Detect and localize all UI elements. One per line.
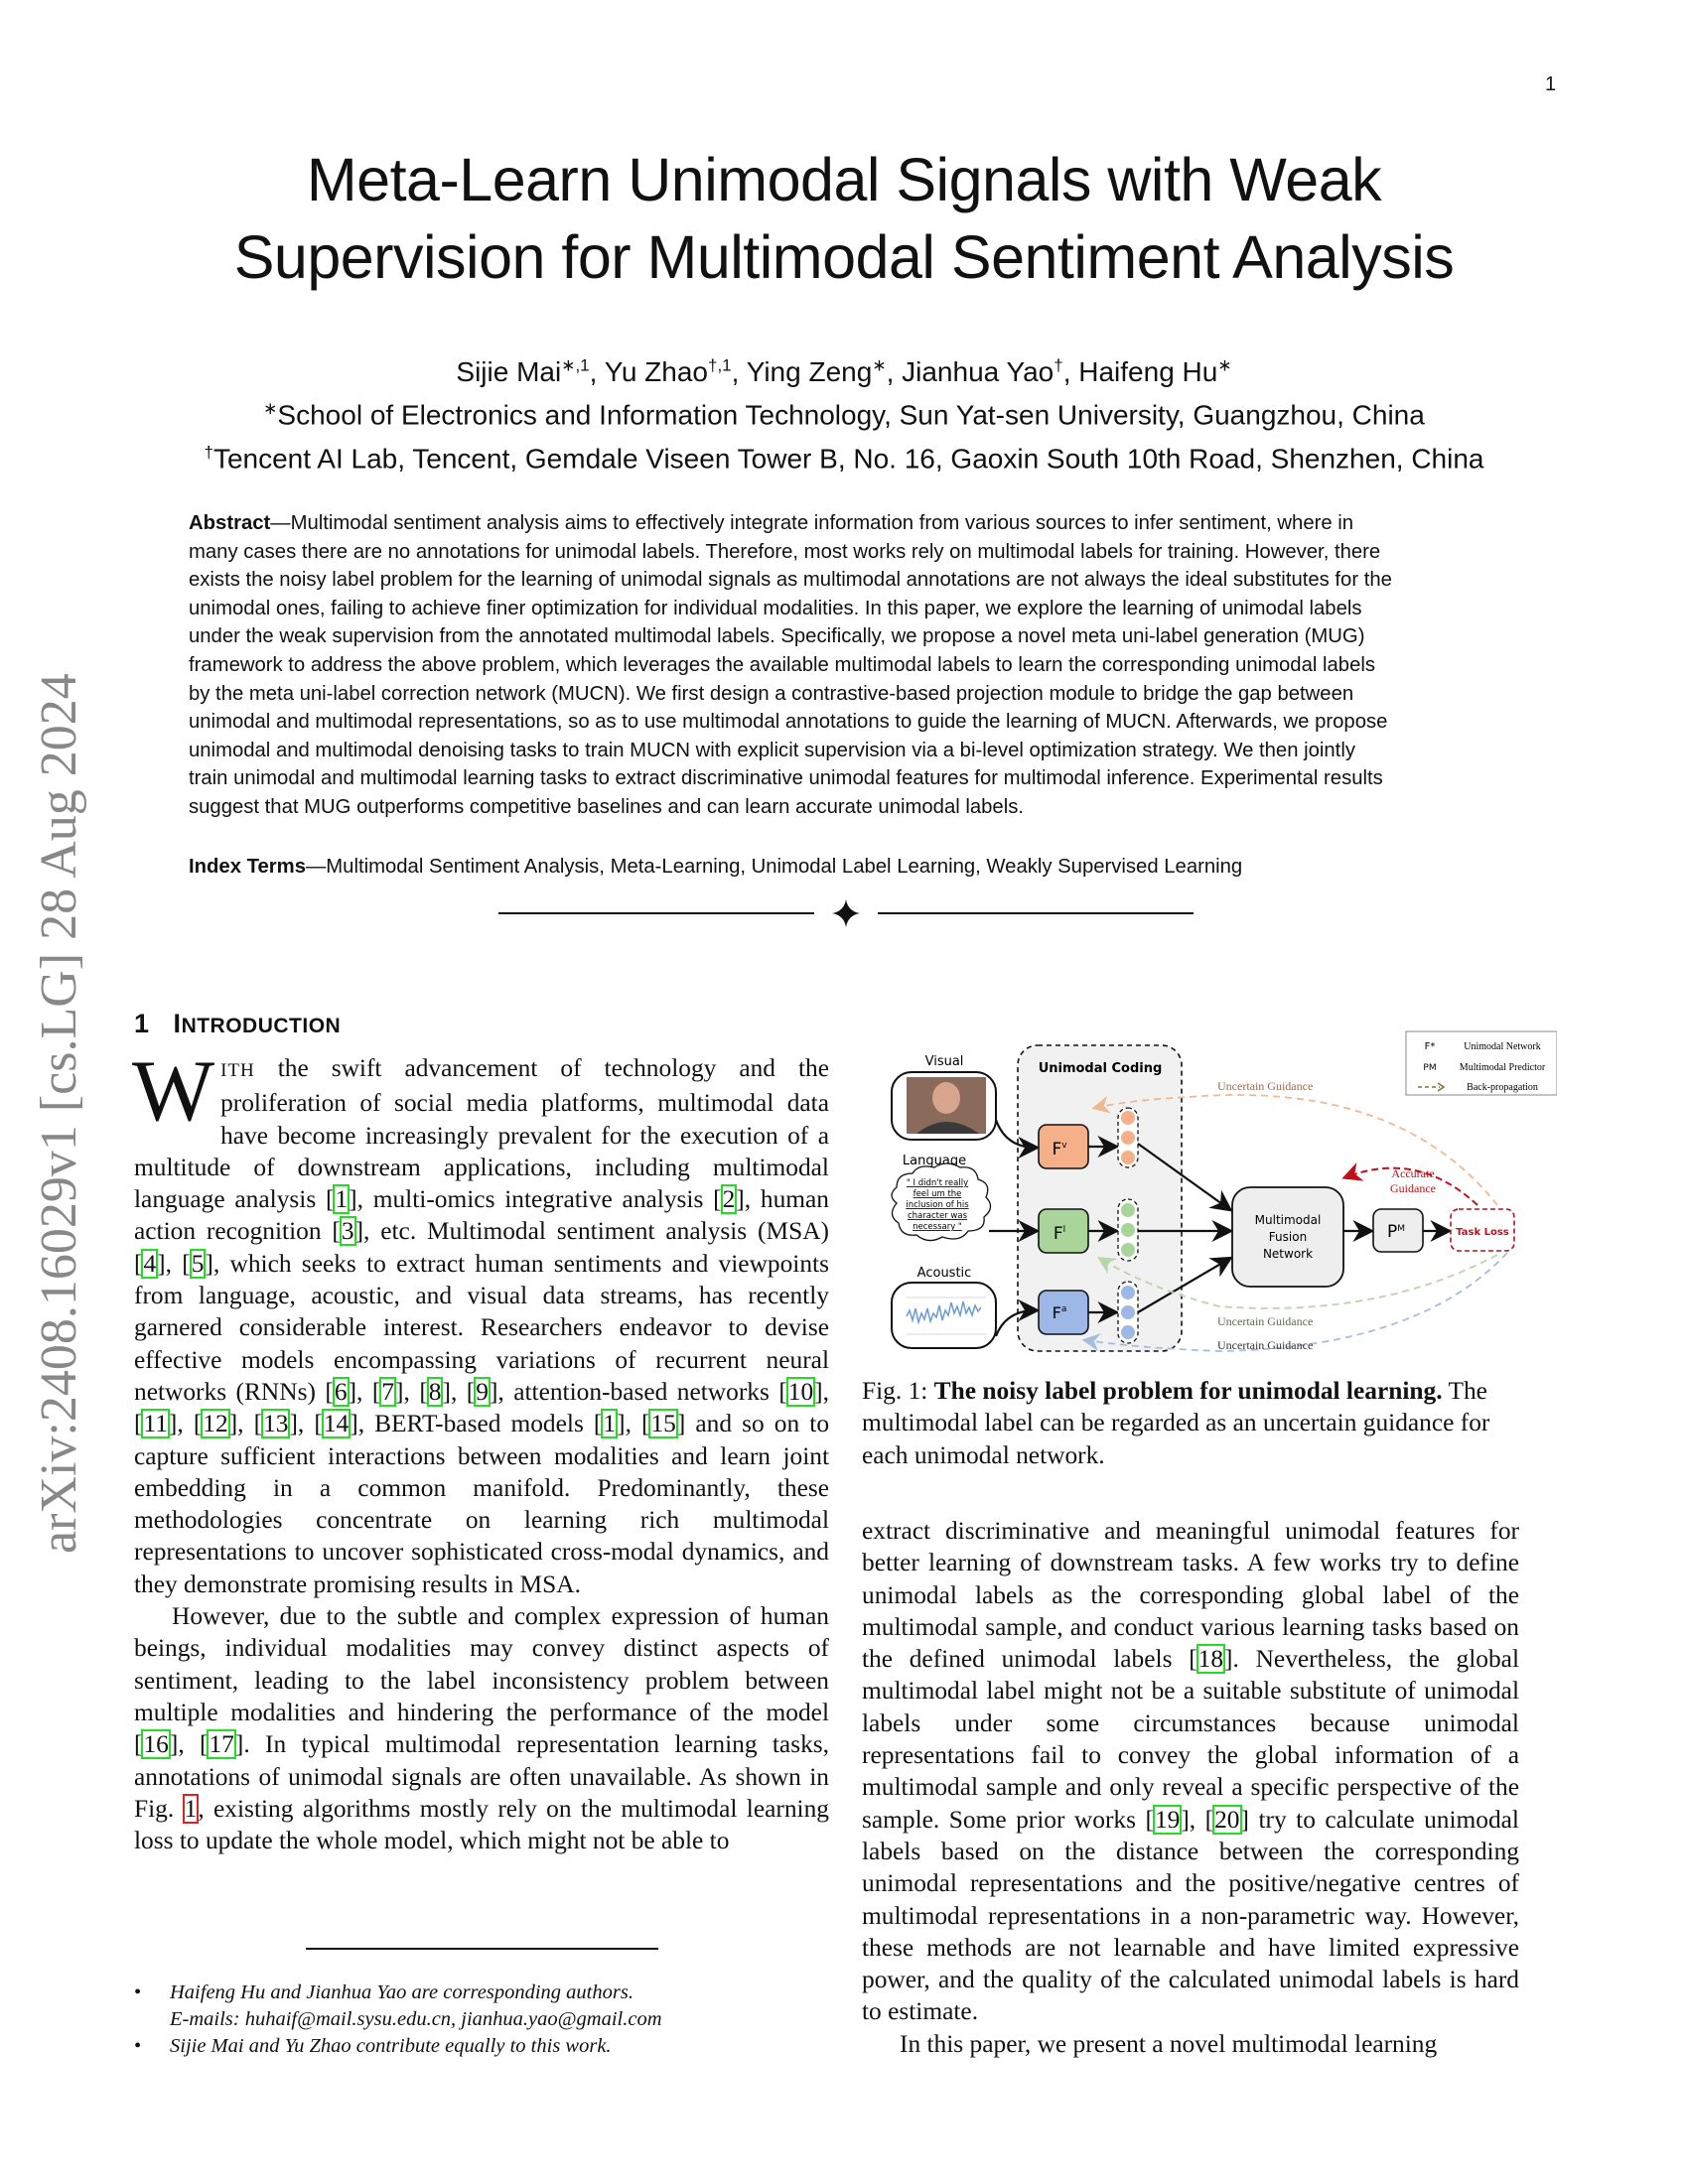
page-number: 1 — [1545, 73, 1557, 95]
section-divider — [498, 898, 1194, 928]
figure-legend — [1406, 1031, 1557, 1095]
footnote: • Sijie Mai and Yu Zhao contribute equally to this work. — [134, 2035, 612, 2057]
figure-1-diagram — [862, 1021, 1557, 1353]
citation-link[interactable]: 10 — [787, 1377, 814, 1406]
figure-1 — [862, 1021, 1557, 1353]
citation-link[interactable]: 8 — [428, 1377, 442, 1406]
svg-text:" I didn't really: " I didn't really — [906, 1178, 969, 1188]
citation-link[interactable]: 6 — [334, 1377, 348, 1406]
citation-link[interactable]: 4 — [143, 1249, 157, 1278]
svg-text:Uncertain Guidance: Uncertain Guidance — [1217, 1314, 1314, 1328]
affiliation: ∗School of Electronics and Information Technology, Sun Yat-sen University, Guangzhou, China — [263, 399, 1425, 431]
svg-text:Guidance: Guidance — [1390, 1181, 1436, 1195]
citation-link[interactable]: 17 — [209, 1730, 234, 1759]
svg-text:Multimodal: Multimodal — [1254, 1213, 1322, 1227]
task-loss-label: Task Loss — [1456, 1227, 1509, 1238]
svg-text:Accurate: Accurate — [1391, 1166, 1435, 1180]
footnotes — [134, 1979, 829, 2060]
index-terms-label: Index Terms — [189, 856, 306, 878]
svg-text:PM: PM — [1423, 1063, 1437, 1073]
svg-text:Visual: Visual — [924, 1054, 964, 1069]
citation-link[interactable]: 20 — [1214, 1805, 1240, 1834]
citation-link[interactable]: 14 — [323, 1410, 350, 1438]
intro-paragraph-2: However, due to the subtle and complex expression of human beings, individual modalities may convey distinct aspects of sentiment, leading to the label inconsistency problem between multiple modalities and hindering the performance of the model [16], [17]. In typical multimodal representation learning tasks, annotations of unimodal signals are often unavailable. As shown in Fig. 1, existing algorithms mostly rely on the multimodal learning loss to update the whole model, which might not be able to — [134, 1602, 829, 1855]
title-line-2: Supervision for Multimodal Sentiment Analysis — [233, 223, 1455, 291]
affiliation: †Tencent AI Lab, Tencent, Gemdale Viseen Tower B, No. 16, Gaoxin South 10th Road, Shenzhen, China — [204, 442, 1484, 474]
author: Ying Zeng∗ — [746, 356, 887, 388]
svg-text:Fusion: Fusion — [1268, 1230, 1308, 1244]
author: Sijie Mai$^{∗,1}$ — [456, 356, 590, 388]
citation-link[interactable]: 18 — [1197, 1645, 1224, 1674]
citation-link[interactable]: 19 — [1154, 1805, 1181, 1834]
paper-title — [0, 141, 1688, 296]
abstract-label: Abstract — [189, 512, 271, 534]
intro-paragraph-1: WITH the swift advancement of technology and the proliferation of social media platforms, multimodal data have become increasingly prevalent for the execution of a multitude of downstream applications, including multimodal language analysis [1], multi-omics integrative analysis [2], human action recognition [3], etc. Multimodal sentiment analysis (MSA) [4], [5], which seeks to extract human sentiments and viewpoints from language, acoustic, and visual data streams, has recently garnered considerable interest. Researchers endeavor to devise effective models encompassing variations of recurrent neural networks (RNNs) [6], [7], [8], [9], attention-based networks [10], [11], [12], [13], [14], BERT-based models [1], [15] and so on to capture sufficient interactions between modalities and learn joint embedding in a common manifold. Predominantly, these methodologies concentrate on learning rich multimodal representations to uncover sophisticated cross-modal dynamics, and they demonstrate promising results in MSA. — [132, 1043, 830, 1598]
intro-paragraph-3: extract discriminative and meaningful unimodal features for better learning of downstream tasks. A few works try to define unimodal labels as the corresponding global label of the multimodal sample, and conduct various learning tasks based on the defined unimodal labels [18]. Nevertheless, the global multimodal label might not be a suitable substitute of unimodal labels under some circumstances because unimodal representations fail to convey the global information of a multimodal sample and only reveal a specific perspective of the sample. Some prior works [19], [20] try to calculate unimodal labels based on the distance between the corresponding unimodal representations and the positive/negative centres of multimodal representations in a non-parametric way. However, these methods are not learnable and have limited expressive power, and the quality of the calculated unimodal labels is hard to estimate. — [862, 1517, 1519, 2026]
svg-text:character was: character was — [908, 1211, 967, 1221]
dropcap: W — [132, 1043, 215, 1140]
citation-link[interactable]: 1 — [335, 1185, 349, 1214]
figure-reference-link[interactable]: 1 — [184, 1794, 198, 1823]
author: Haifeng Hu∗ — [1078, 356, 1232, 388]
svg-text:Acoustic: Acoustic — [916, 1266, 972, 1281]
citation-link[interactable]: 1 — [603, 1410, 617, 1438]
author-block — [0, 347, 1688, 477]
svg-text:feel um the: feel um the — [913, 1189, 962, 1199]
citation-link[interactable]: 13 — [263, 1410, 289, 1438]
svg-text:Uncertain Guidance: Uncertain Guidance — [1217, 1338, 1314, 1352]
citation-link[interactable]: 7 — [381, 1377, 395, 1406]
svg-text:Back-propagation: Back-propagation — [1467, 1082, 1538, 1093]
index-terms: Index Terms—Multimodal Sentiment Analysis, Meta-Learning, Unimodal Label Learning, Weakly Supervised Learning — [189, 856, 1243, 878]
citation-link[interactable]: 3 — [341, 1217, 354, 1246]
arxiv-stamp[interactable]: arXiv:2408.16029v1 [cs.LG] 28 Aug 2024 — [31, 673, 87, 1554]
right-column-body — [862, 1515, 1519, 2060]
citation-link[interactable]: 11 — [143, 1410, 168, 1438]
author-list: Sijie Mai$^{∗,1}$, Yu Zhao$^{\dagger,1}$, Ying Zeng∗, Jianhua Yao†, Haifeng Hu∗ — [456, 356, 1232, 388]
svg-text:Multimodal Predictor: Multimodal Predictor — [1459, 1062, 1546, 1073]
citation-link[interactable]: 12 — [203, 1410, 228, 1438]
svg-text:inclusion of his: inclusion of his — [906, 1200, 969, 1210]
abstract: Abstract—Multimodal sentiment analysis aims to effectively integrate information from various sources to infer sentiment, where in many cases there are no annotations for unimodal labels. Therefore, most works rely on multimodal labels for training. However, there exists the noisy label problem for the learning of unimodal signals as multimodal annotations are not always the ideal substitutes for the unimodal ones, failing to achieve finer optimization for individual modalities. In this paper, we explore the learning of unimodal labels under the weak supervision from the annotated multimodal labels. Specifically, we propose a novel meta uni-label generation (MUG) framework to address the above problem, which leverages the available multimodal labels to learn the corresponding unimodal labels by the meta uni-label correction network (MUCN). We first design a contrastive-based projection module to bridge the gap between unimodal and multimodal representations, so as to use multimodal annotations to guide the learning of MUCN. Afterwards, we propose unimodal and multimodal denoising tasks to train MUCN with explicit supervision via a bi-level optimization strategy. We then jointly train unimodal and multimodal learning tasks to extract discriminative unimodal features for multimodal inference. Experimental results suggest that MUG outperforms competitive baselines and can learn accurate unimodal labels. — [189, 512, 1392, 818]
svg-text:Uncertain Guidance: Uncertain Guidance — [1217, 1079, 1314, 1093]
svg-text:F*: F* — [1424, 1041, 1436, 1052]
svg-text:Fa: $F^a$ — [1052, 1303, 1067, 1322]
footnote-rule — [306, 1948, 658, 1950]
svg-text:Fv: $F^v$ — [1052, 1140, 1067, 1160]
citation-link[interactable]: 2 — [722, 1185, 736, 1214]
left-column-body — [132, 1043, 830, 1856]
footnote: • Haifeng Hu and Jianhua Yao are corresponding authors. E-mails: huhaif@mail.sysu.edu.cn, jianhua.yao@gmail.com — [134, 1981, 662, 2030]
unimodal-coding-label: Unimodal Coding — [1038, 1061, 1163, 1076]
svg-text:Language: Language — [902, 1154, 967, 1168]
author: Jianhua Yao† — [902, 356, 1063, 388]
diamond-ornament-icon — [831, 898, 861, 928]
svg-text:Fl: $F^l$ — [1053, 1224, 1066, 1244]
svg-text:Unimodal Network: Unimodal Network — [1464, 1041, 1541, 1052]
citation-link[interactable]: 5 — [191, 1249, 205, 1278]
citation-link[interactable]: 15 — [650, 1410, 676, 1438]
svg-text:necessary ": necessary " — [913, 1222, 962, 1232]
svg-text:PM: $P^M$ — [1386, 1222, 1406, 1242]
figure-caption: Fig. 1: The noisy label problem for unimodal learning. The multimodal label can be regarded as an uncertain guidance for each unimodal network. — [862, 1377, 1490, 1469]
author: Yu Zhao$^{\dagger,1}$ — [604, 356, 732, 388]
title-line-1: Meta-Learn Unimodal Signals with Weak — [306, 146, 1382, 213]
intro-paragraph-4: In this paper, we present a novel multimodal learning — [900, 2029, 1438, 2058]
svg-text:Network: Network — [1262, 1247, 1314, 1261]
citation-link[interactable]: 9 — [476, 1377, 489, 1406]
section-heading: 1 INTRODUCTION — [134, 1009, 342, 1038]
citation-link[interactable]: 16 — [143, 1730, 169, 1759]
